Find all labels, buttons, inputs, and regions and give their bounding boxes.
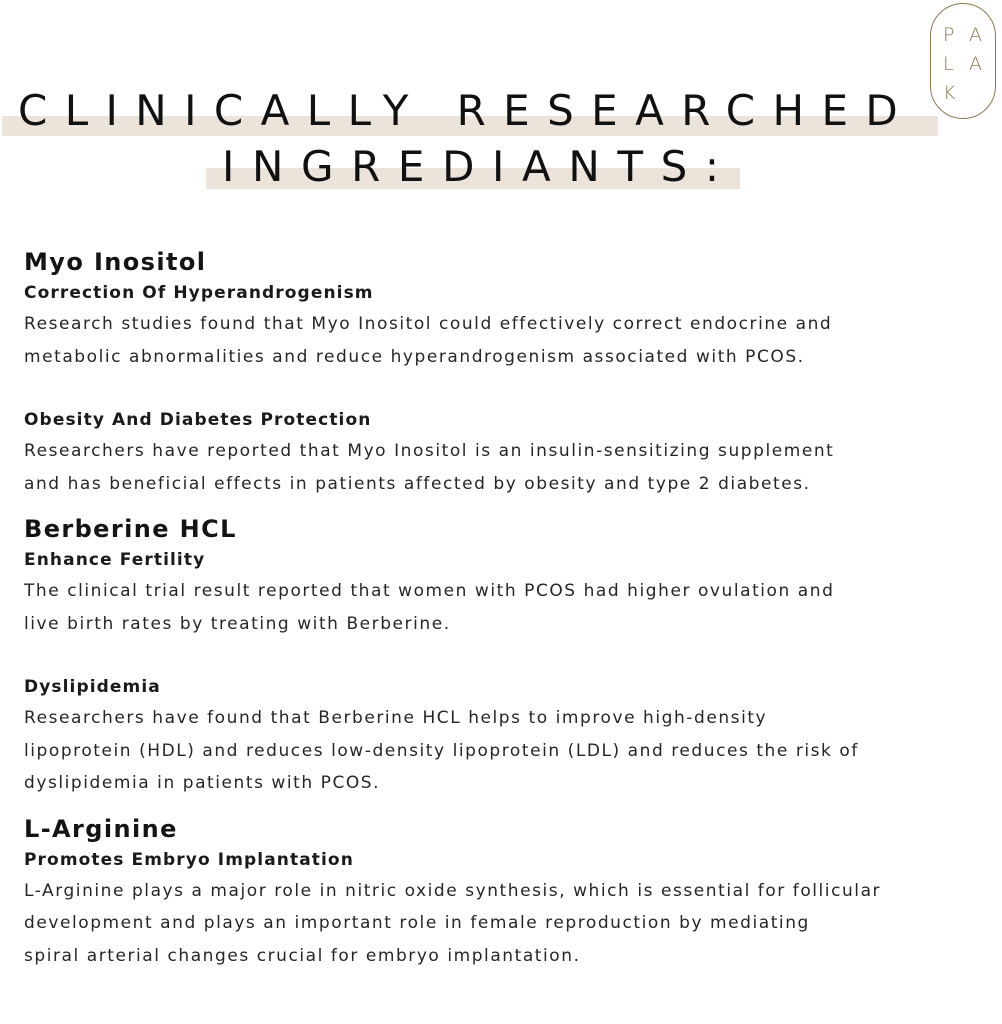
ingredient-list	[24, 246, 984, 972]
benefit-text: L-Arginine plays a major role in nitric oxide synthesis, which is essential for follicular	[24, 880, 882, 901]
benefit	[24, 278, 984, 373]
benefit-text: lipoprotein (HDL) and reduces low-density lipoprotein (LDL) and reduces the risk of	[24, 740, 859, 761]
benefit-text: spiral arterial changes crucial for embryo implantation.	[24, 945, 581, 966]
benefit	[24, 845, 984, 973]
logo-letter: L	[943, 53, 954, 75]
ingredient-berberine-hcl	[24, 513, 984, 800]
ingredient-myo-inositol	[24, 246, 984, 500]
logo-letter: A	[969, 24, 982, 46]
benefit-text: The clinical trial result reported that women with PCOS had higher ovulation and	[24, 581, 835, 601]
benefit-text: dyslipidemia in patients with PCOS.	[24, 773, 381, 793]
benefit-text: Researchers have found that Berberine HCL helps to improve high-density	[24, 708, 768, 728]
benefit-text: Research studies found that Myo Inositol could effectively correct endocrine and	[24, 314, 833, 334]
page-title-line-2: INGREDIANTS:	[222, 142, 737, 191]
logo-letter: K	[943, 82, 956, 104]
benefit-text: metabolic abnormalities and reduce hyperandrogenism associated with PCOS.	[24, 346, 805, 367]
benefit	[24, 545, 984, 640]
ingredient-name: Myo Inositol	[24, 248, 207, 276]
benefit-text: development and plays an important role in female reproduction by mediating	[24, 913, 810, 933]
benefit-text: live birth rates by treating with Berberine.	[24, 613, 451, 634]
benefit	[24, 672, 984, 800]
benefit-title: Obesity And Diabetes Protection	[24, 410, 372, 430]
page-title-line-1: CLINICALLY RESEARCHED	[18, 86, 916, 135]
benefit-text: and has beneficial effects in patients affected by obesity and type 2 diabetes.	[24, 473, 811, 494]
benefit-title: Enhance Fertility	[24, 550, 206, 570]
ingredient-l-arginine	[24, 813, 984, 973]
benefit	[24, 405, 984, 500]
logo-letter: A	[969, 53, 982, 75]
ingredient-name: L-Arginine	[24, 814, 178, 843]
logo-letter: P	[943, 24, 955, 46]
ingredient-name: Berberine HCL	[24, 515, 237, 543]
benefit-title: Dyslipidemia	[24, 677, 161, 697]
palak-logo-badge	[930, 3, 996, 119]
benefit-text: Researchers have reported that Myo Inositol is an insulin-sensitizing supplement	[24, 441, 835, 461]
benefit-title: Correction Of Hyperandrogenism	[24, 283, 374, 303]
benefit-title: Promotes Embryo Implantation	[24, 849, 354, 870]
